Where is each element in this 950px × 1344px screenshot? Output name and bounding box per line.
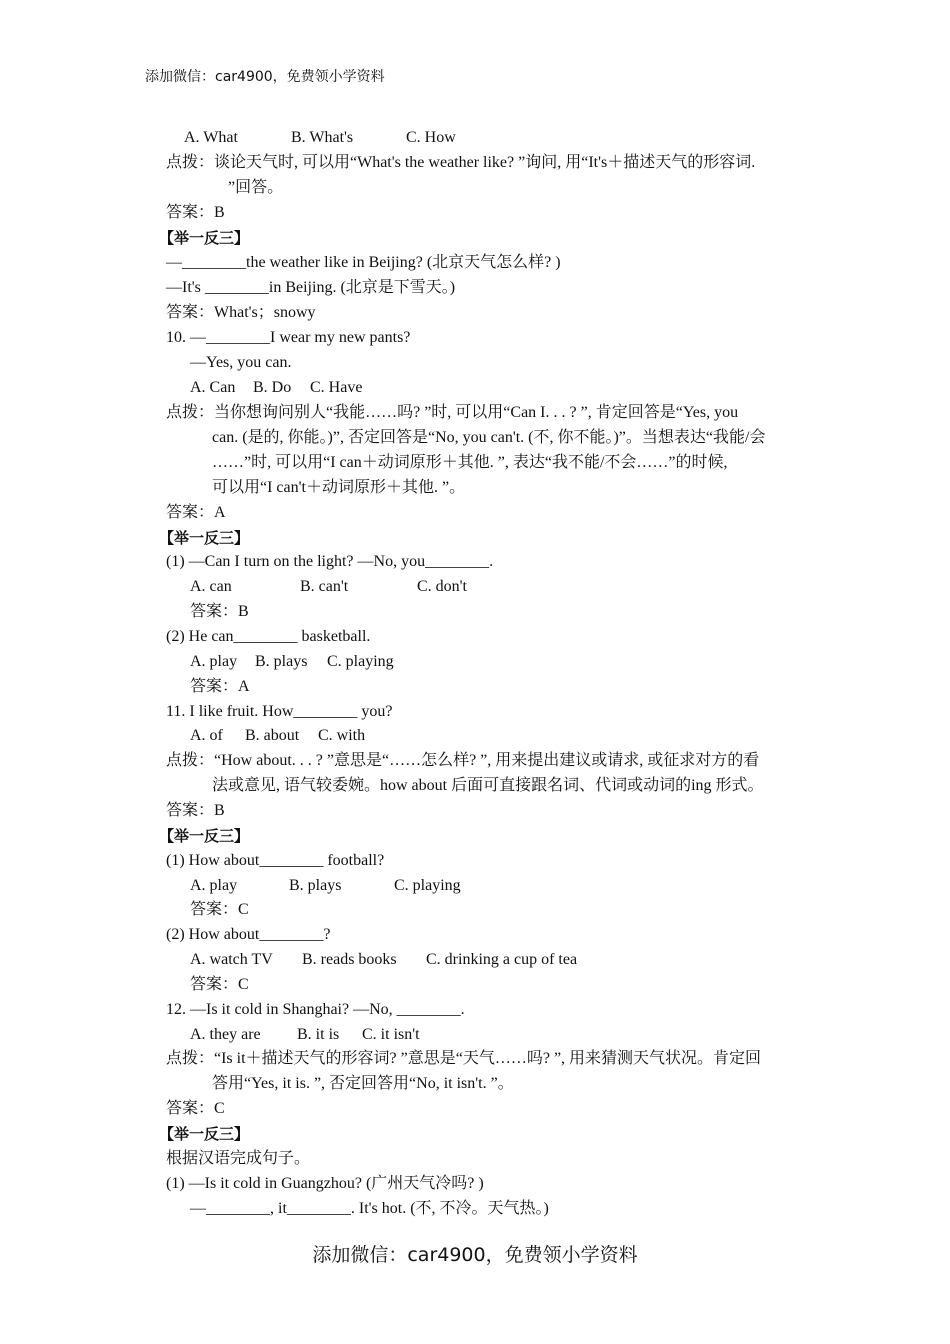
ex12-p1-reply: —________, it________. It's hot. (不, 不冷。天气热。) (190, 1200, 549, 1217)
footer-watermark: 添加微信：car4900，免费领小学资料 (312, 1244, 638, 1266)
ex10-p1-option-b: B. can't (300, 578, 349, 595)
ex9-answer: 答案：What's；snowy (166, 304, 316, 321)
q10-hint-line4: 可以用“I can't＋动词原形＋其他. ”。 (212, 479, 466, 496)
q11-option-b: B. about (245, 727, 300, 744)
q9-hint-line2: ”回答。 (228, 179, 284, 196)
q9-option-b: B. What's (291, 129, 354, 146)
q11-option-c: C. with (318, 727, 366, 744)
q12-option-c: C. it isn't (362, 1026, 420, 1043)
q11-answer: 答案：B (166, 802, 225, 819)
q12-answer: 答案：C (166, 1100, 225, 1117)
ex10-p2-options (190, 652, 394, 672)
ex11-p1-option-a: A. play (190, 877, 238, 894)
q9-option-c: C. How (406, 129, 456, 146)
q10-option-b: B. Do (253, 379, 292, 396)
ex11-p1-option-b: B. plays (289, 877, 342, 894)
q11-options (190, 726, 365, 746)
ex9-line1: —________the weather like in Beijing? (北京天气怎么样? ) (166, 254, 561, 271)
q12-stem: 12. —Is it cold in Shanghai? —No, ________. (166, 1001, 465, 1018)
ex11-p2-option-a: A. watch TV (190, 951, 273, 968)
ex10-p1: (1) —Can I turn on the light? —No, you________. (166, 553, 494, 570)
ex12-title: 【举一反三】 (159, 1125, 250, 1143)
q10-option-c: C. Have (310, 379, 363, 396)
q10-option-a: A. Can (190, 379, 236, 396)
ex11-p2-answer: 答案：C (190, 976, 249, 993)
q11-hint-line2: 法或意见, 语气较委婉。how about 后面可直接跟名词、代词或动词的ing 形式。 (212, 777, 764, 794)
q10-stem: 10. —________I wear my new pants? (166, 329, 411, 346)
q9-option-a: A. What (184, 129, 238, 146)
ex9-title: 【举一反三】 (159, 229, 250, 247)
q10-answer: 答案：A (166, 504, 226, 521)
ex11-p1-options (190, 876, 461, 896)
ex11-p1: (1) How about________ football? (166, 852, 385, 869)
q10-hint-line1: 点拨：当你想询问别人“我能……吗? ”时, 可以用“Can I. . . ? ”, 肯定回答是“Yes, you (166, 404, 739, 421)
ex11-p2-option-b: B. reads books (302, 951, 397, 968)
q10-reply: —Yes, you can. (190, 354, 292, 371)
ex10-title: 【举一反三】 (159, 529, 250, 547)
q10-hint-line2: can. (是的, 你能。)”, 否定回答是“No, you can't. (不, 你不能。)”。当想表达“我能/会 (212, 429, 766, 446)
ex11-p1-answer: 答案：C (190, 901, 249, 918)
q11-stem: 11. I like fruit. How________ you? (166, 703, 393, 720)
q12-options (190, 1025, 420, 1045)
ex10-p2-option-a: A. play (190, 653, 238, 670)
q9-hint-line1: 点拨：谈论天气时, 可以用“What's the weather like? ”询问, 用“It's＋描述天气的形容词. (166, 154, 756, 171)
ex10-p2: (2) He can________ basketball. (166, 628, 371, 645)
ex10-p1-option-c: C. don't (417, 578, 467, 595)
ex12-instruction: 根据汉语完成句子。 (166, 1150, 311, 1167)
q12-hint-line1: 点拨：“Is it＋描述天气的形容词? ”意思是“天气……吗? ”, 用来猜测天气状况。肯定回 (166, 1050, 762, 1067)
ex10-p2-answer: 答案：A (190, 678, 250, 695)
q10-hint-line3: ……”时, 可以用“I can＋动词原形＋其他. ”, 表达“我不能/不会……”的时候, (212, 454, 728, 471)
q12-option-b: B. it is (297, 1026, 340, 1043)
ex11-p2-options (190, 950, 577, 970)
ex11-p1-option-c: C. playing (394, 877, 461, 894)
q9-options (184, 128, 456, 148)
ex11-p2-option-c: C. drinking a cup of tea (426, 951, 578, 968)
header-watermark: 添加微信：car4900，免费领小学资料 (145, 69, 385, 85)
q11-option-a: A. of (190, 727, 223, 744)
q12-hint-line2: 答用“Yes, it is. ”, 否定回答用“No, it isn't. ”。 (212, 1075, 514, 1092)
ex11-p2: (2) How about________? (166, 926, 331, 943)
ex9-line2: —It's ________in Beijing. (北京是下雪天。) (166, 279, 456, 296)
ex10-p1-options (190, 577, 467, 597)
ex10-p2-option-b: B. plays (255, 653, 308, 670)
ex10-p2-option-c: C. playing (327, 653, 394, 670)
q11-hint-line1: 点拨：“How about. . . ? ”意思是“……怎么样? ”, 用来提出建议或请求, 或征求对方的看 (166, 752, 760, 769)
ex10-p1-answer: 答案：B (190, 603, 249, 620)
q12-option-a: A. they are (190, 1026, 261, 1043)
q9-answer: 答案：B (166, 204, 225, 221)
ex11-title: 【举一反三】 (159, 827, 250, 845)
ex12-p1: (1) —Is it cold in Guangzhou? (广州天气冷吗? ) (166, 1175, 484, 1192)
ex10-p1-option-a: A. can (190, 578, 232, 595)
q10-options (190, 378, 362, 398)
